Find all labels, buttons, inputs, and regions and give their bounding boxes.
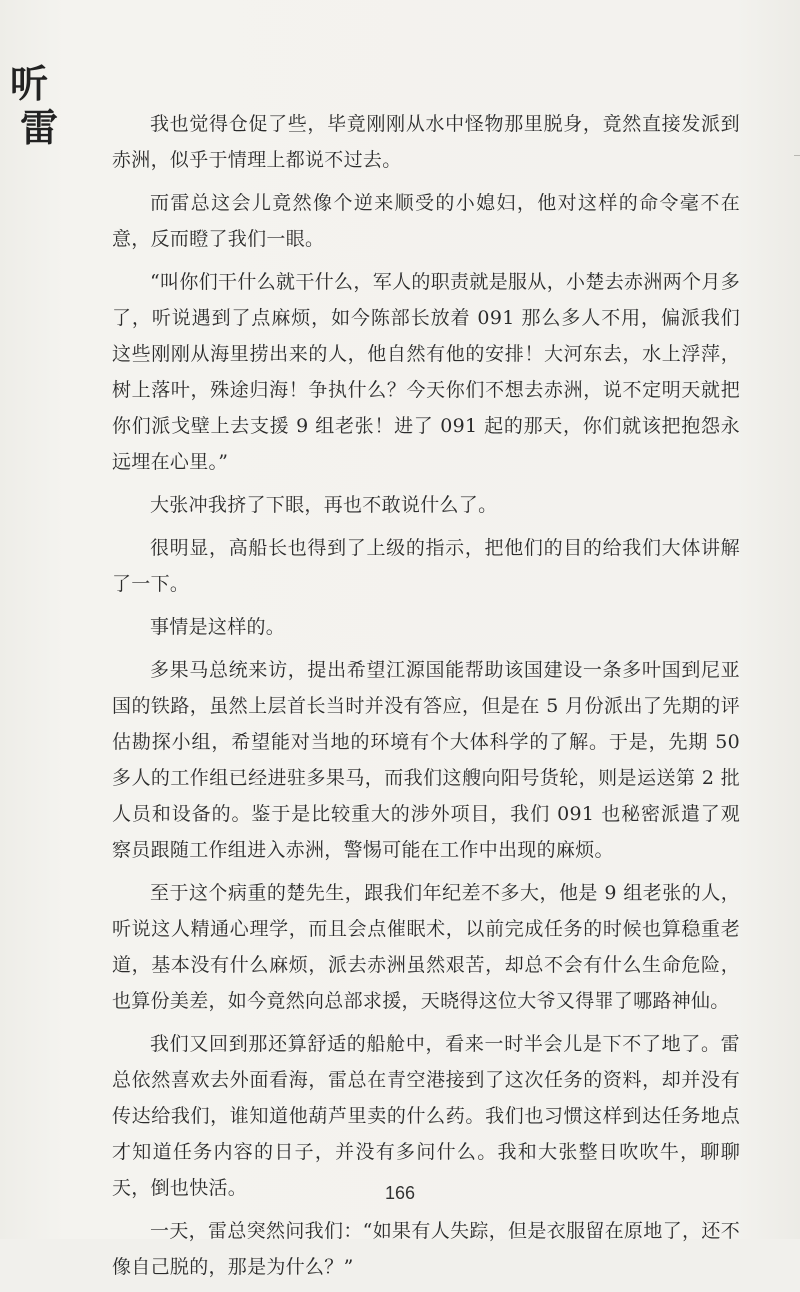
- body-text: [112, 106, 740, 1292]
- paragraph-4: 大张冲我挤了下眼，再也不敢说什么了。: [150, 494, 498, 516]
- paragraph-3: “叫你们干什么就干什么，军人的职责就是服从，小楚去赤洲两个月多了，听说遇到了点麻烦，如今陈部长放着 091 那么多人不用，偏派我们这些刚刚从海里捞出来的人，他自然有他的安排！大河东去，水上浮萍，树上落叶，殊途归海！争执什么？今天你们不想去赤洲，说不定明天就把你们派戈壁上去支援 9 组老张！进了 091 起的那天，你们就该把抱怨永远埋在心里。”: [112, 271, 740, 473]
- book-title-char-2: 雷: [20, 105, 59, 150]
- paragraph-6: 事情是这样的。: [150, 616, 286, 638]
- paragraph-9: 我们又回到那还算舒适的船舱中，看来一时半会儿是下不了地了。雷总依然喜欢去外面看海，雷总在青空港接到了这次任务的资料，却并没有传达给我们，谁知道他葫芦里卖的什么药。我们也习惯这样到达任务地点才知道任务内容的日子，并没有多问什么。我和大张整日吹吹牛，聊聊天，倒也快活。: [112, 1033, 740, 1199]
- paragraph-7: 多果马总统来访，提出希望江源国能帮助该国建设一条多叶国到尼亚国的铁路，虽然上层首长当时并没有答应，但是在 5 月份派出了先期的评估勘探小组，希望能对当地的环境有个大体科学的了解。于是，先期 50 多人的工作组已经进驻多果马，而我们这艘向阳号货轮，则是运送第 2 批人员和设备的。鉴于是比较重大的涉外项目，我们 091 也秘密派遣了观察员跟随工作组进入赤洲，警惕可能在工作中出现的麻烦。: [112, 659, 740, 861]
- paragraph-1: 我也觉得仓促了些，毕竟刚刚从水中怪物那里脱身，竟然直接发派到赤洲，似乎于情理上都说不过去。: [112, 113, 740, 171]
- paragraph-5: 很明显，高船长也得到了上级的指示，把他们的目的给我们大体讲解了一下。: [112, 537, 740, 595]
- paragraph-10: 一天，雷总突然问我们：“如果有人失踪，但是衣服留在原地了，还不像自己脱的，那是为什么？”: [112, 1220, 740, 1278]
- book-title-char-1: 听: [10, 61, 49, 106]
- paragraph-8: 至于这个病重的楚先生，跟我们年纪差不多大，他是 9 组老张的人，听说这人精通心理学，而且会点催眠术，以前完成任务的时候也算稳重老道，基本没有什么麻烦，派去赤洲虽然艰苦，却总不会有什么生命危险，也算份美差，如今竟然向总部求援，天晓得这位大爷又得罪了哪路神仙。: [112, 882, 740, 1012]
- page-edge-mark: [794, 155, 800, 156]
- paragraph-2: 而雷总这会儿竟然像个逆来顺受的小媳妇，他对这样的命令毫不在意，反而瞪了我们一眼。: [112, 192, 740, 250]
- book-title: [12, 62, 58, 150]
- page-number: 166: [384, 1183, 416, 1203]
